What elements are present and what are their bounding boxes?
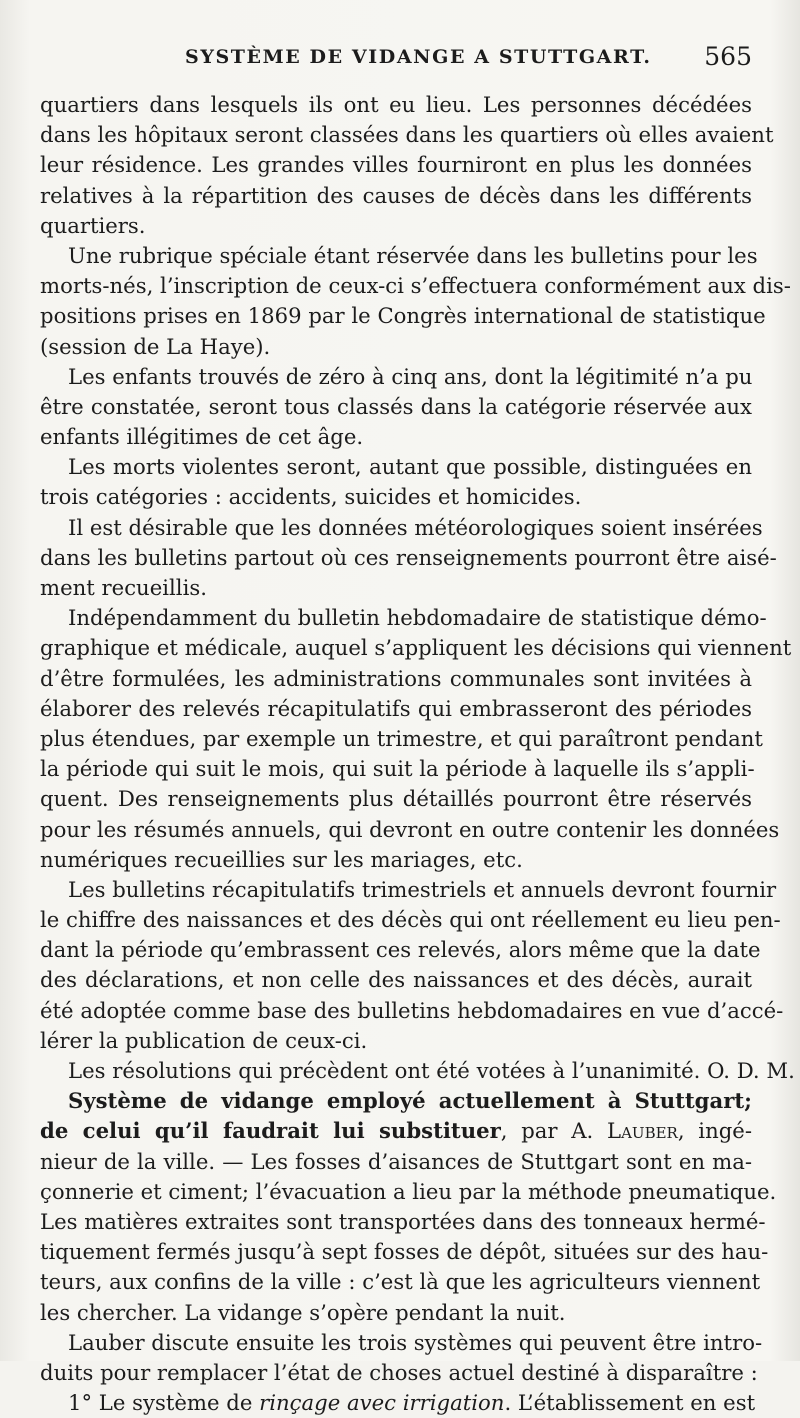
- final-line-suffix: . L’établissement en est: [504, 1390, 756, 1416]
- text-line: ment recueillis.: [40, 575, 207, 600]
- text-line: pour les résumés annuels, qui devront en outre contenir les données: [40, 816, 780, 842]
- section-byline: , par A.: [500, 1118, 608, 1144]
- text-line: été adoptée comme base des bulletins hebdomadaires en vue d’accé-: [40, 997, 784, 1023]
- text-line: quartiers dans lesquels ils ont eu lieu. Les personnes décédées: [40, 92, 752, 117]
- section-title-rest: , ingé-: [677, 1118, 752, 1144]
- text-line: Les bulletins récapitulatifs trimestriels et annuels devront fournir: [68, 876, 777, 902]
- text-line: dant la période qu’embrassent ces relevés, alors même que la date: [40, 937, 761, 963]
- text-line: des déclarations, et non celle des naissances et des décès, aurait: [40, 967, 752, 993]
- text-line: quartiers.: [40, 212, 146, 238]
- text-line: Lauber discute ensuite les trois systèmes qui peuvent être intro-: [68, 1329, 763, 1355]
- text-line: dans les bulletins partout où ces renseignements pourront être aisé-: [40, 544, 777, 570]
- text-line: quent. Des renseignements plus détaillés pourront être réservés: [40, 786, 752, 812]
- final-line: [40, 1388, 756, 1418]
- text-line: tiquement fermés jusqu’à sept fosses de dépôt, situées sur des hau-: [40, 1239, 769, 1265]
- text-line: teurs, aux confins de la ville : c’est là que les agriculteurs viennent: [40, 1269, 761, 1295]
- section-title-line-1: [40, 1086, 752, 1116]
- page-number: 565: [704, 42, 752, 71]
- running-head: SYSTÈME DE VIDANGE A STUTTGART.: [185, 46, 652, 68]
- text-line: Les morts violentes seront, autant que possible, distinguées en: [68, 454, 752, 480]
- text-line: être constatée, seront tous classés dans la catégorie réservée aux: [40, 393, 752, 419]
- text-line: lérer la publication de ceux-ci.: [40, 1027, 368, 1053]
- text-line: morts-nés, l’inscription de ceux-ci s’effectuera conformément aux dis-: [40, 273, 791, 299]
- final-line-prefix: 1° Le système de: [68, 1390, 260, 1416]
- text-line: Les matières extraites sont transportées dans des tonneaux hermé-: [40, 1208, 766, 1234]
- text-line: (session de La Haye).: [40, 333, 271, 359]
- section-title-line-2: [40, 1116, 752, 1146]
- text-line: relatives à la répartition des causes de décès dans les différents: [40, 182, 752, 208]
- page-header: [40, 42, 752, 78]
- final-line-italic: rinçage avec irrigation: [259, 1390, 505, 1416]
- text-line: les chercher. La vidange s’opère pendant la nuit.: [40, 1299, 566, 1325]
- text-line: leur résidence. Les grandes villes fourniront en plus les données: [40, 152, 752, 178]
- text-line: numériques recueillies sur les mariages, etc.: [40, 846, 523, 872]
- text-line: élaborer des relevés récapitulatifs qui embrasseront des périodes: [40, 695, 752, 721]
- text-line: enfants illégitimes de cet âge.: [40, 424, 364, 450]
- text-line: nieur de la ville. — Les fosses d’aisances de Stuttgart sont en ma-: [40, 1148, 752, 1174]
- text-line: positions prises en 1869 par le Congrès international de statistique: [40, 303, 766, 329]
- text-line: Il est désirable que les données météorologiques soient insérées: [68, 514, 763, 540]
- text-line: çonnerie et ciment; l’évacuation a lieu par la méthode pneumatique.: [40, 1178, 777, 1204]
- text-line: le chiffre des naissances et des décès qui ont réellement eu lieu pen-: [40, 907, 781, 933]
- section-title-part-2: de celui qu’il faudrait lui substituer: [40, 1118, 501, 1144]
- text-line: plus étendues, par exemple un trimestre, et qui paraîtront pendant: [40, 725, 763, 751]
- text-line: Les enfants trouvés de zéro à cinq ans, dont la légitimité n’a pu: [68, 363, 753, 389]
- paragraph-lines: [40, 90, 795, 1086]
- text-line: trois catégories : accidents, suicides et homicides.: [40, 484, 582, 510]
- text-line: dans les hôpitaux seront classées dans les quartiers où elles avaient: [40, 122, 774, 148]
- text-line: Indépendamment du bulletin hebdomadaire de statistique démo-: [68, 605, 767, 631]
- body-text: [40, 90, 795, 1418]
- text-line: graphique et médicale, auquel s’appliquent les décisions qui viennent: [40, 635, 792, 661]
- section-author: Lauber: [607, 1118, 678, 1144]
- text-line: Les résolutions qui précèdent ont été votées à l’unanimité. O. D. M.: [68, 1058, 795, 1083]
- text-line: duits pour remplacer l’état de choses actuel destiné à disparaître :: [40, 1359, 758, 1385]
- section-lines: [40, 1147, 777, 1389]
- text-line: la période qui suit le mois, qui suit la période à laquelle ils s’appli-: [40, 756, 755, 782]
- text-line: Une rubrique spéciale étant réservée dans les bulletins pour les: [68, 242, 758, 268]
- section-title-part-1: Système de vidange employé actuellement à Stuttgart;: [68, 1088, 752, 1114]
- text-line: d’être formulées, les administrations communales sont invitées à: [40, 665, 752, 691]
